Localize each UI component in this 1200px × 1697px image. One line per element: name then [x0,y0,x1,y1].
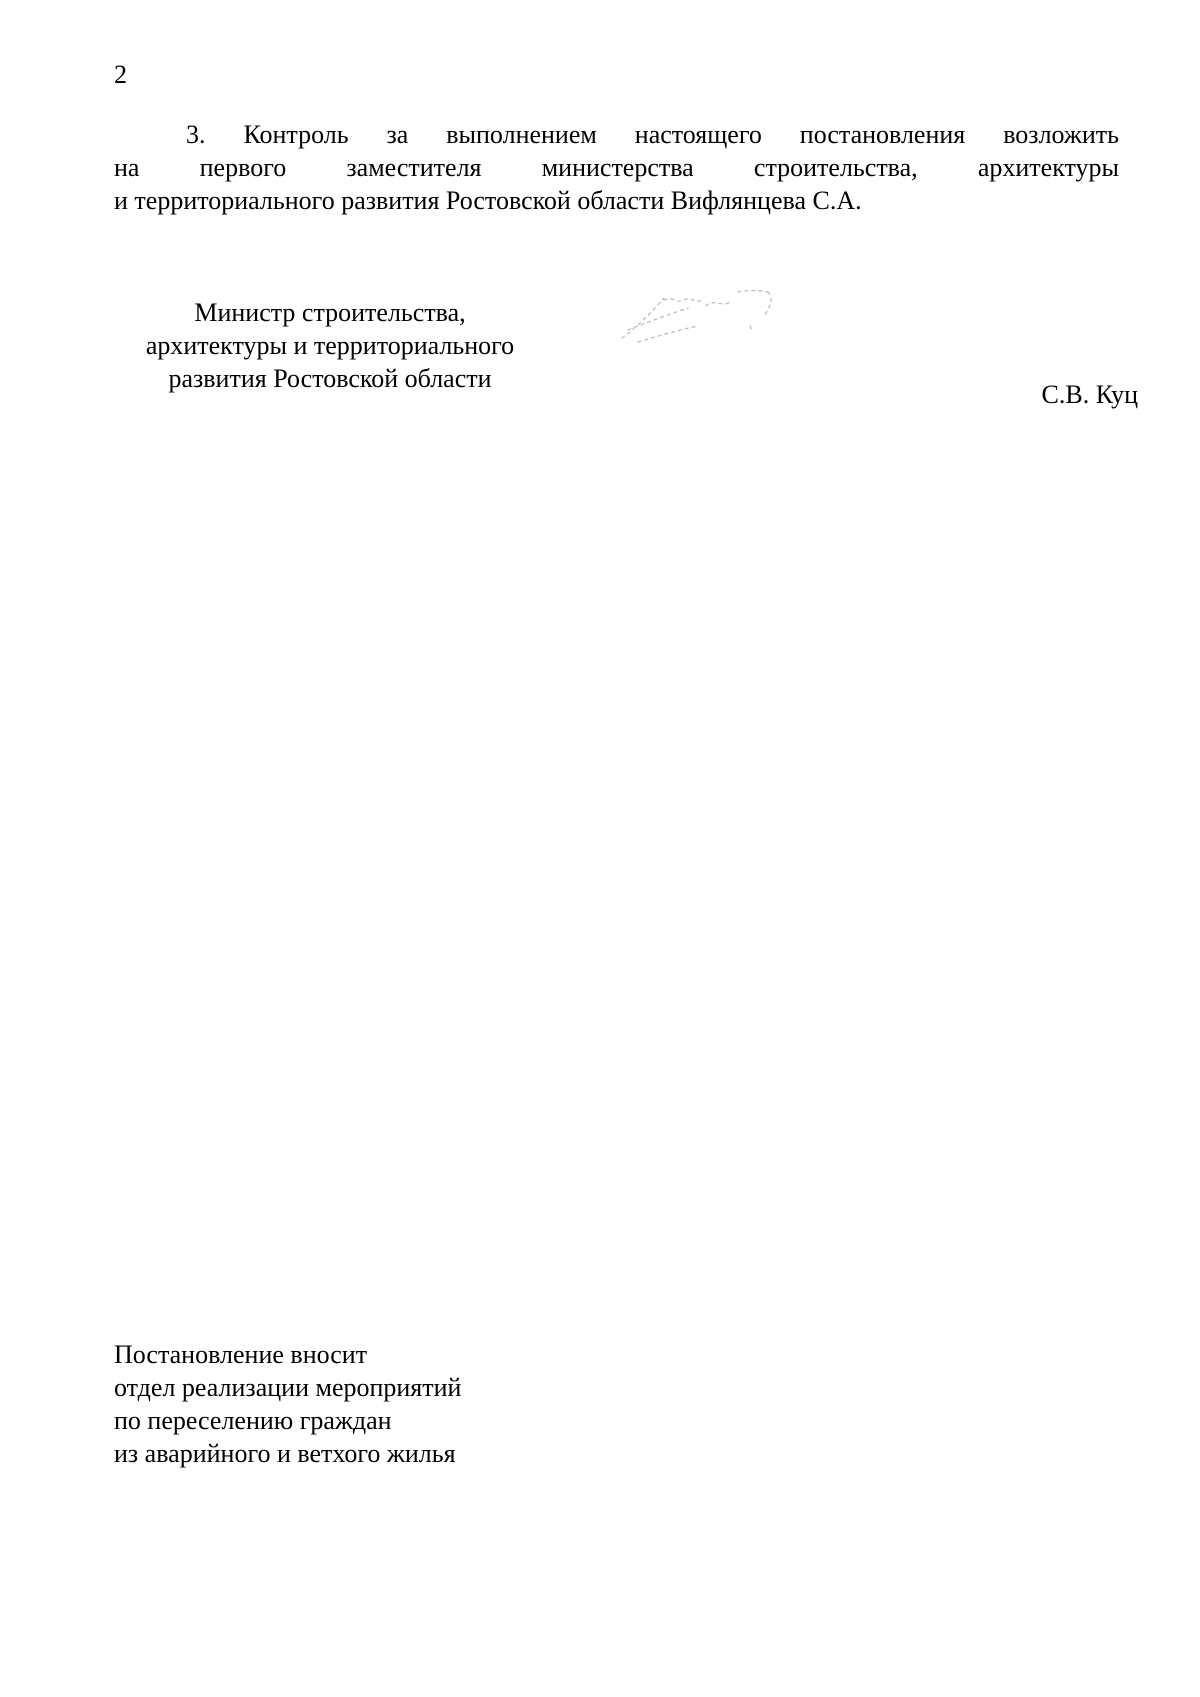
minister-title-line-1: Министр строительства, [194,298,466,327]
minister-title-line-3: развития Ростовской области [168,364,492,393]
minister-title [110,296,550,395]
page-number: 2 [114,60,127,89]
signer-name: С.В. Куц [1041,380,1138,409]
handwritten-signature [618,286,788,346]
paragraph-line-1: 3. Контроль за выполнением настоящего постановления возложить [186,120,1119,149]
submitter-line-3: по переселению граждан [114,1406,392,1435]
control-paragraph [114,118,1119,217]
minister-title-line-2: архитектуры и территориального [145,331,515,360]
submitter-line-2: отдел реализации мероприятий [114,1373,462,1402]
submitter-line-1: Постановление вносит [114,1340,368,1369]
submitter-note [114,1338,461,1470]
paragraph-line-2: на первого заместителя министерства строительства, архитектуры [114,153,1119,182]
submitter-line-4: из аварийного и ветхого жилья [114,1439,456,1468]
paragraph-line-3: и территориального развития Ростовской области Вифлянцева С.А. [114,186,862,215]
